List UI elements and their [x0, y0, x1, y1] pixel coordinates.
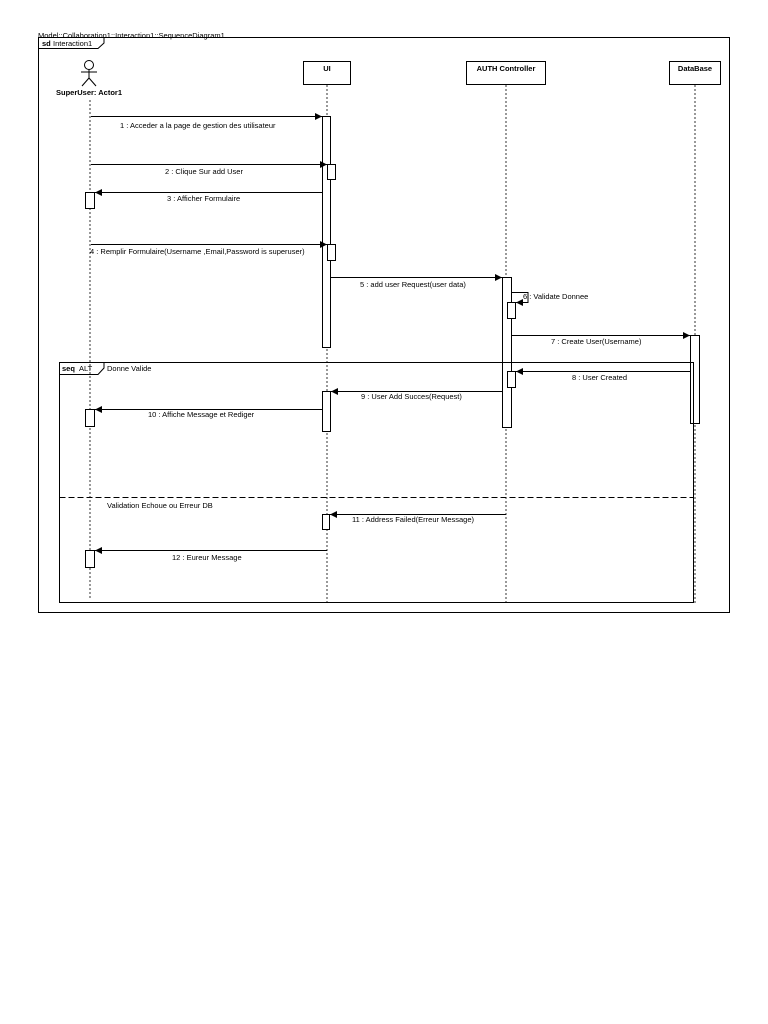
message-6-label: 6 : Validate Donnee	[523, 292, 589, 301]
activation-auth-8	[508, 372, 516, 388]
activation-ui-4	[328, 245, 336, 261]
message-9-label: 9 : User Add Succes(Request)	[361, 392, 462, 401]
message-8-label: 8 : User Created	[572, 373, 628, 382]
activation-ui-11	[323, 515, 330, 530]
activation-actor-10	[86, 410, 95, 427]
actor-label[interactable]: SuperUser: Actor1	[56, 88, 122, 97]
fragment-guard-error: Validation Echoue ou Erreur DB	[107, 501, 213, 510]
activation-ui-2	[328, 165, 336, 180]
message-12-label: 12 : Eureur Message	[172, 553, 242, 562]
fragment-operator: ALT	[79, 364, 93, 373]
activation-actor-3	[86, 193, 95, 209]
frame-name: Interaction1	[53, 39, 93, 48]
activation-actor-12	[86, 551, 95, 568]
fragment-guard-valid: Donne Valide	[107, 364, 152, 373]
activation-auth-6	[508, 303, 516, 319]
lifeline-db-label: DataBase	[677, 64, 713, 73]
activation-ui-9	[323, 392, 331, 432]
message-5-label: 5 : add user Request(user data)	[360, 280, 466, 289]
activation-auth-main	[503, 278, 512, 428]
activation-ui-main	[323, 117, 331, 348]
frame-keyword: sd	[42, 39, 51, 48]
message-7-label: 7 : Create User(Username)	[551, 337, 642, 346]
fragment-keyword: seq	[62, 364, 75, 373]
lifeline-ui-label: UI	[323, 64, 331, 73]
model-path: Model::Collaboration1::Interaction1::SequenceDiagram1	[38, 31, 225, 40]
lifeline-auth-label: AUTH Controller	[476, 64, 536, 73]
message-11-label: 11 : Address Failed(Erreur Message)	[352, 515, 474, 524]
message-1-label: 1 : Acceder a la page de gestion des utilisateur	[120, 121, 276, 130]
message-4-label: 4 : Remplir Formulaire(Username ,Email,Password is superuser)	[90, 247, 305, 256]
message-3-label: 3 : Afficher Formulaire	[167, 194, 241, 203]
message-2-label: 2 : Clique Sur add User	[165, 167, 243, 176]
actor-icon	[81, 61, 97, 87]
message-10-label: 10 : Affiche Message et Rediger	[148, 410, 255, 419]
activation-db-main	[691, 336, 700, 424]
